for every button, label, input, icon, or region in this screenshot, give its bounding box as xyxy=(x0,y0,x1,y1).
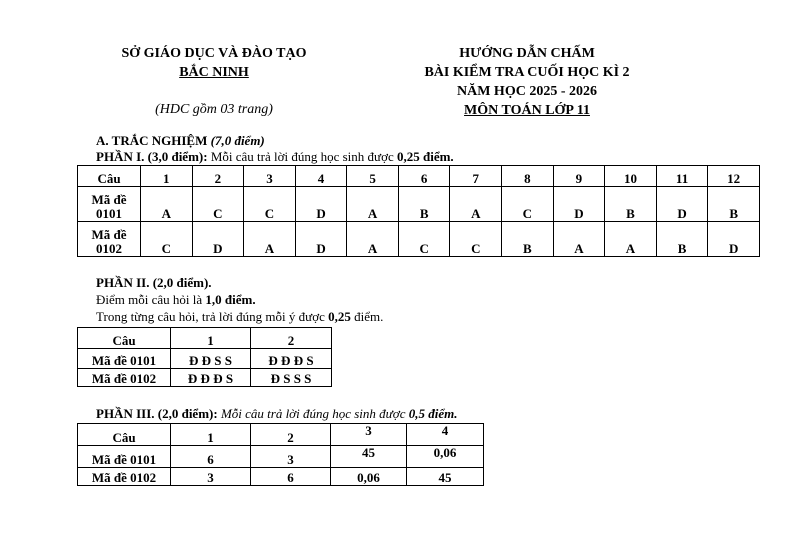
part2-line1-text: Điểm mỗi câu hỏi là xyxy=(96,292,203,307)
answer-cell: D xyxy=(295,187,347,222)
part1-q6: 6 xyxy=(398,166,450,187)
answer-cell: D xyxy=(553,187,605,222)
part1-title: PHẦN I. (3,0 điểm): xyxy=(96,149,208,164)
part2-header-label: Câu xyxy=(78,328,171,349)
answer-cell: 45 xyxy=(331,446,407,468)
part1-header-label: Câu xyxy=(78,166,141,187)
part3-row-0102 xyxy=(78,468,484,486)
part1-answer-table xyxy=(77,165,760,257)
exam-code: 0101 xyxy=(96,206,122,221)
part2-q1: 1 xyxy=(171,328,251,349)
part1-heading xyxy=(96,149,454,165)
answer-cell: C xyxy=(192,187,244,222)
part3-header-label: Câu xyxy=(78,424,171,446)
answer-cell: D xyxy=(295,222,347,257)
exam-code-label: Mã đề xyxy=(91,192,127,207)
answer-cell: A xyxy=(553,222,605,257)
answer-cell: A xyxy=(605,222,657,257)
pages-note: (HDC gồm 03 trang) xyxy=(155,102,273,117)
answer-cell: B xyxy=(708,187,760,222)
part1-q9: 9 xyxy=(553,166,605,187)
answer-cell: Đ Đ S S xyxy=(171,349,251,369)
answer-cell: C xyxy=(398,222,450,257)
answer-cell: D xyxy=(656,187,708,222)
answer-cell: C xyxy=(502,187,554,222)
answer-cell: D xyxy=(708,222,760,257)
exam-code-label: Mã đề xyxy=(91,227,127,242)
answer-cell: A xyxy=(347,187,399,222)
part1-row-label xyxy=(78,222,141,257)
part2-line1-score: 1,0 điểm. xyxy=(205,292,256,307)
answer-cell: B xyxy=(502,222,554,257)
part1-q10: 10 xyxy=(605,166,657,187)
answer-cell: 0,06 xyxy=(331,468,407,486)
part3-heading xyxy=(96,406,457,422)
part1-desc: Mỗi câu trả lời đúng học sinh được xyxy=(210,149,394,164)
part1-q3: 3 xyxy=(244,166,296,187)
doc-subtitle: BÀI KIỂM TRA CUỐI HỌC KÌ 2 xyxy=(424,65,630,80)
part2-line2-text: Trong từng câu hỏi, trả lời đúng mỗi ý được xyxy=(96,309,325,324)
part2-line1 xyxy=(96,292,256,308)
section-a-heading xyxy=(96,133,265,149)
department-name: SỞ GIÁO DỤC VÀ ĐÀO TẠO xyxy=(121,46,307,61)
answer-cell: B xyxy=(398,187,450,222)
answer-cell: C xyxy=(141,222,193,257)
part2-line2 xyxy=(96,309,383,325)
part2-heading xyxy=(96,275,212,291)
part3-desc: Mỗi câu trả lời đúng học sinh được xyxy=(220,406,406,421)
section-a-points: (7,0 điểm) xyxy=(210,133,265,148)
answer-cell: D xyxy=(192,222,244,257)
answer-cell: A xyxy=(347,222,399,257)
section-a-title: A. TRẮC NGHIỆM xyxy=(96,133,208,148)
province-name xyxy=(108,65,320,81)
answer-cell: 0,06 xyxy=(407,446,484,468)
answer-cell: 3 xyxy=(171,468,251,486)
subject-title xyxy=(404,103,650,119)
part2-line2-unit: điểm. xyxy=(354,309,384,324)
exam-code: 0102 xyxy=(96,241,122,256)
part2-header-row xyxy=(78,328,332,349)
part1-row-0101 xyxy=(78,187,760,222)
part2-line2-score: 0,25 xyxy=(328,309,351,324)
doc-title: HƯỚNG DẪN CHẤM xyxy=(459,46,595,61)
part1-q11: 11 xyxy=(656,166,708,187)
answer-cell: A xyxy=(244,222,296,257)
part2-answer-table xyxy=(77,327,332,387)
answer-cell: C xyxy=(244,187,296,222)
part2-q2: 2 xyxy=(251,328,332,349)
answer-cell: B xyxy=(656,222,708,257)
part2-row-0101 xyxy=(78,349,332,369)
answer-cell: A xyxy=(141,187,193,222)
part3-header-row xyxy=(78,424,484,446)
part2-row-label: Mã đề 0101 xyxy=(78,349,171,369)
part3-row-label: Mã đề 0101 xyxy=(78,446,171,468)
part3-score: 0,5 điểm. xyxy=(408,406,458,421)
part1-row-label xyxy=(78,187,141,222)
subject-label: MÔN TOÁN LỚP 11 xyxy=(464,103,590,118)
part1-q8: 8 xyxy=(502,166,554,187)
part3-title: PHẦN III. (2,0 điểm): xyxy=(96,406,218,421)
part3-q4: 4 xyxy=(407,424,484,446)
part2-row-label: Mã đề 0102 xyxy=(78,369,171,387)
answer-cell: B xyxy=(605,187,657,222)
answer-cell: C xyxy=(450,222,502,257)
part1-q12: 12 xyxy=(708,166,760,187)
part3-answer-table xyxy=(77,423,484,486)
part1-score: 0,25 điểm. xyxy=(396,149,454,164)
answer-cell: Đ Đ Đ S xyxy=(171,369,251,387)
part3-q3: 3 xyxy=(331,424,407,446)
part1-row-0102 xyxy=(78,222,760,257)
part3-q1: 1 xyxy=(171,424,251,446)
part3-q2: 2 xyxy=(251,424,331,446)
part3-row-label: Mã đề 0102 xyxy=(78,468,171,486)
part1-q4: 4 xyxy=(295,166,347,187)
answer-cell: 6 xyxy=(251,468,331,486)
part1-q5: 5 xyxy=(347,166,399,187)
school-year: NĂM HỌC 2025 - 2026 xyxy=(457,84,597,99)
part2-row-0102 xyxy=(78,369,332,387)
answer-cell: Đ Đ Đ S xyxy=(251,349,332,369)
part1-q1: 1 xyxy=(141,166,193,187)
part1-q7: 7 xyxy=(450,166,502,187)
part1-header-row xyxy=(78,166,760,187)
part2-title: PHẦN II. (2,0 điểm). xyxy=(96,275,212,290)
answer-cell: 3 xyxy=(251,446,331,468)
answer-cell: Đ S S S xyxy=(251,369,332,387)
answer-cell: 6 xyxy=(171,446,251,468)
part1-q2: 2 xyxy=(192,166,244,187)
answer-cell: A xyxy=(450,187,502,222)
answer-cell: 45 xyxy=(407,468,484,486)
province-label: BẮC NINH xyxy=(179,65,249,80)
part3-row-0101 xyxy=(78,446,484,468)
